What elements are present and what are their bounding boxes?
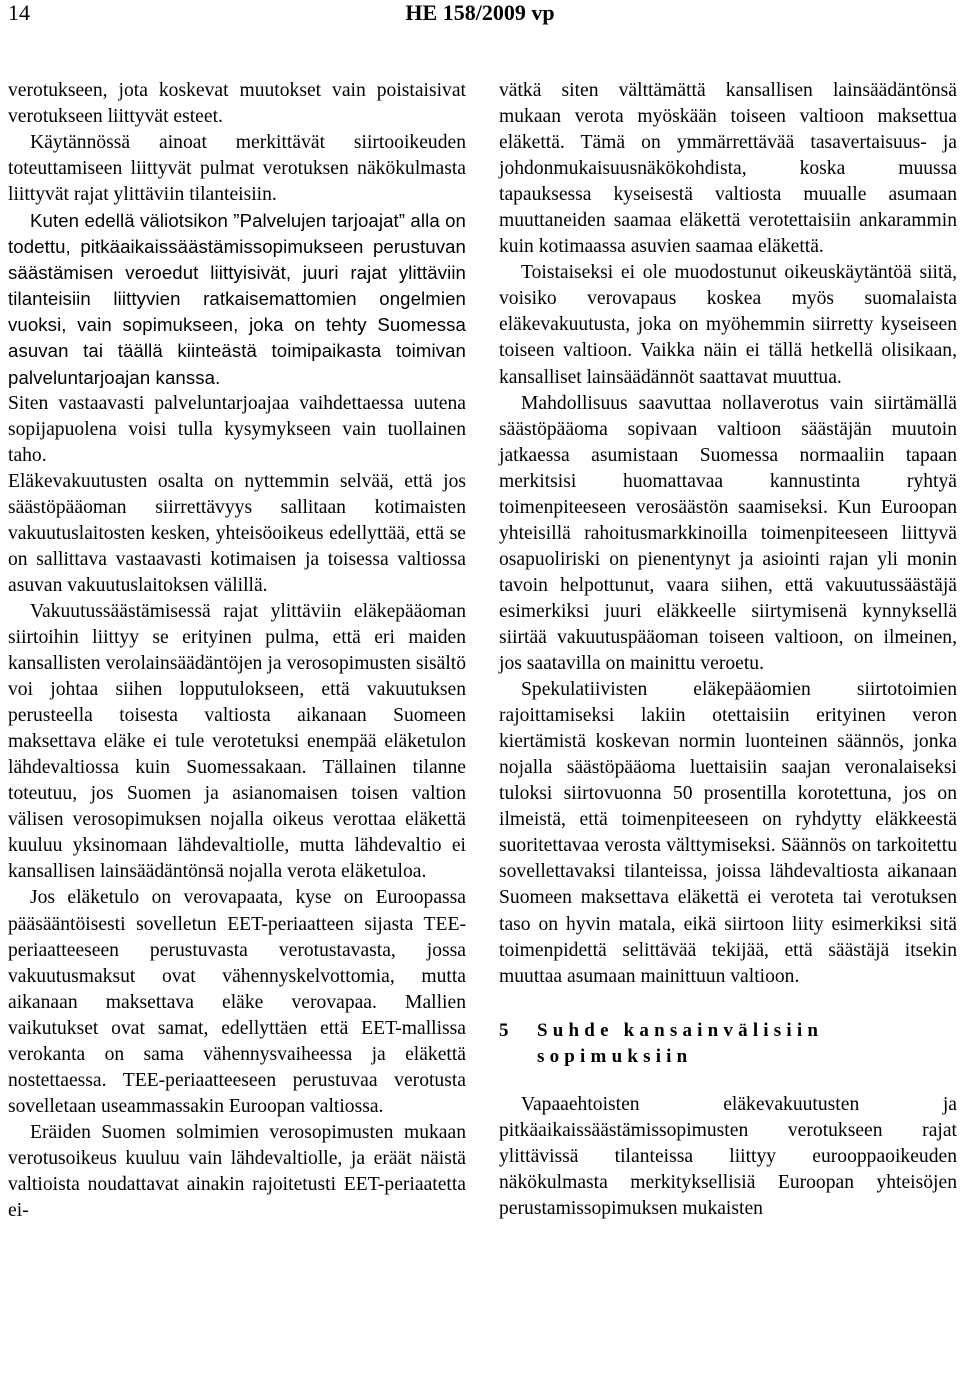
section-heading <box>499 1018 957 1070</box>
paragraph: Jos eläketulo on verovapaata, kyse on Euroopassa pääsääntöisesti sovelletun EET-periaatteen sijasta TEE-periaatteeseen perustuvasta verotustavasta, jossa vakuutusmaksut ovat vähennyskelvottomia, mutta aikanaan maksettava eläke verovapaa. Mallien vaikutukset ovat samat, edellyttäen että EET-mallissa verokanta on sama vähennysvaiheessa ja eläkettä nostettaessa. TEE-periaatteeseen perustuvaa verotusta sovelletaan useammassakin Euroopan valtiossa. <box>8 887 466 1117</box>
paragraph: Eräiden Suomen solmimien verosopimusten mukaan verotusoikeus kuuluu vain lähdevaltiolle, ja eräät näistä valtioista noudattavat ainakin rajoitetusti EET-periaatetta ei- <box>8 1121 466 1222</box>
paragraph: Siten vastaavasti palveluntarjoajaa vaihdettaessa uutena sopijapuolena voisi tulla kysymykseen vain tuollainen taho. <box>8 392 466 466</box>
paragraph: vätkä siten välttämättä kansallisen lainsäädäntönsä mukaan verota myöskään toiseen valtioon maksettua eläkettä. Tämä on ymmärrettävää tasavertaisuus- ja johdonmukaisuusnäkökohdista, koska muussa tapauksessa kyseisestä valtiosta muualle asumaan muuttaneiden saamaa eläkettä verotettaisiin ankarammin kuin kotimaassa asuvien saamaa eläkettä. <box>499 80 957 258</box>
paragraph: Vapaaehtoisten eläkevakuutusten ja pitkäaikaissäästämissopimusten verotukseen rajat ylittävissä tilanteissa liittyy eurooppaoikeuden näkökulmasta merkityksellisiä Euroopan yhteisöjen perustamissopimuksen mukaisten <box>499 1093 957 1219</box>
document-reference: HE 158/2009 vp <box>405 0 555 25</box>
paragraph: Toistaiseksi ei ole muodostunut oikeuskäytäntöä siitä, voisiko verovapaus koskea myös suomalaista eläkevakuutusta, joka on myöhemmin siirretty kyseiseen toiseen valtioon. Vaikka näin ei tällä hetkellä olisikaan, kansalliset lainsäädännöt saattavat muuttua. <box>499 262 957 388</box>
paragraph: Kuten edellä väliotsikon ”Palvelujen tarjoajat” alla on todettu, pitkäaikaissäästämissopimukseen perustuvan säästämisen veroedut liittyisivät, juuri rajat ylittäviin tilanteisiin liittyvien ratkaisemattomien ongelmien vuoksi, vain sopimukseen, joka on tehty Suomessa asuvan tai täällä kiinteästä toimipaikasta toimivan palveluntarjoajan kanssa. <box>8 210 466 388</box>
paragraph: Eläkevakuutusten osalta on nyttemmin selvää, että jos säästöpääoman siirrettävyys sallitaan kotimaisten vakuutuslaitosten kesken, yhteisöoikeus edellyttää, että se on sallittava vastaavasti kotimaisen ja toisessa valtiossa asuvan vakuutuslaitoksen välillä. <box>8 470 466 596</box>
right-column <box>499 78 957 1222</box>
page-number: 14 <box>8 0 30 25</box>
paragraph: Vakuutussäästämisessä rajat ylittäviin eläkepääoman siirtoihin liittyy se erityinen pulma, että eri maiden kansallisten verolainsäädäntöjen ja verosopimusten sisältö voi johtaa siihen lopputulokseen, että vakuutuksen perusteella toisesta valtiosta aikanaan Suomeen maksettava eläke ei tule verotetuksi enempää eläketulon lähdevaltiossa kuin Suomessakaan. Tällainen tilanne toteutuu, jos Suomen ja asianomaisen toisen valtion välisen verosopimuksen nojalla oikeus verottaa eläkettä kuuluu yksinomaan lähdevaltiolle, mutta lähdevaltio ei kansallisen lainsäädäntönsä nojalla verota eläketuloa. <box>8 600 466 883</box>
paragraph: Käytännössä ainoat merkittävät siirtooikeuden toteuttamiseen liittyvät pulmat verotuksen näkökulmasta liittyvät rajat ylittäviin tilanteisiin. <box>8 132 466 206</box>
section-title: Suhde kansainvälisiin sopimuksiin <box>537 1019 824 1067</box>
paragraph: Mahdollisuus saavuttaa nollaverotus vain siirtämällä säästöpääoma sopivaan valtioon säästäjän muutoin jatkaessa asumistaan Suomessa normaaliin tapaan merkitsisi huomattavaa kannustinta ryhtyä toimenpiteeseen verosäästön saamiseksi. Kun Euroopan yhteisillä rahoitusmarkkinoilla toimenpiteeseen liittyvä osapuoliriski on pienentynyt ja asiointi rajan yli monin tavoin helpottunut, vaara siihen, että vakuutussäästäjä esimerkiksi juuri eläkkeelle siirtymisenä kynnyksellä siirtää vakuutuspääoman toiseen valtioon, on ilmeinen, jos saatavilla on mainittu veroetu. <box>499 392 957 675</box>
section-number: 5 <box>499 1019 509 1041</box>
left-column <box>8 78 466 1224</box>
paragraph: Spekulatiivisten eläkepääomien siirtotoimien rajoittamiseksi lakiin otettaisiin erityinen veron kiertämistä koskevan normin luonteinen säännös, jonka nojalla säästöpääoma luettaisiin saajan veronalaiseksi tuloksi siirtovuonna 50 prosentilla korotettuna, jos on ilmeistä, että toimenpiteeseen on ryhdytty eläkkeestä suoritettavaa verosta välttymiseksi. Säännös on tarkoitettu sovellettavaksi tilanteissa, joissa lähdevaltiosta aikanaan Suomeen maksettava eläkettä ei veroteta tai verotuksen taso on hyvin matala, eikä siirtoon liity esimerkiksi sitä toimenpidettä selittävää tekijää, että säästäjä itsekin muuttaa asumaan mainittuun valtioon. <box>499 679 957 987</box>
paragraph: verotukseen, jota koskevat muutokset vain poistaisivat verotukseen liittyvät esteet. <box>8 80 466 128</box>
